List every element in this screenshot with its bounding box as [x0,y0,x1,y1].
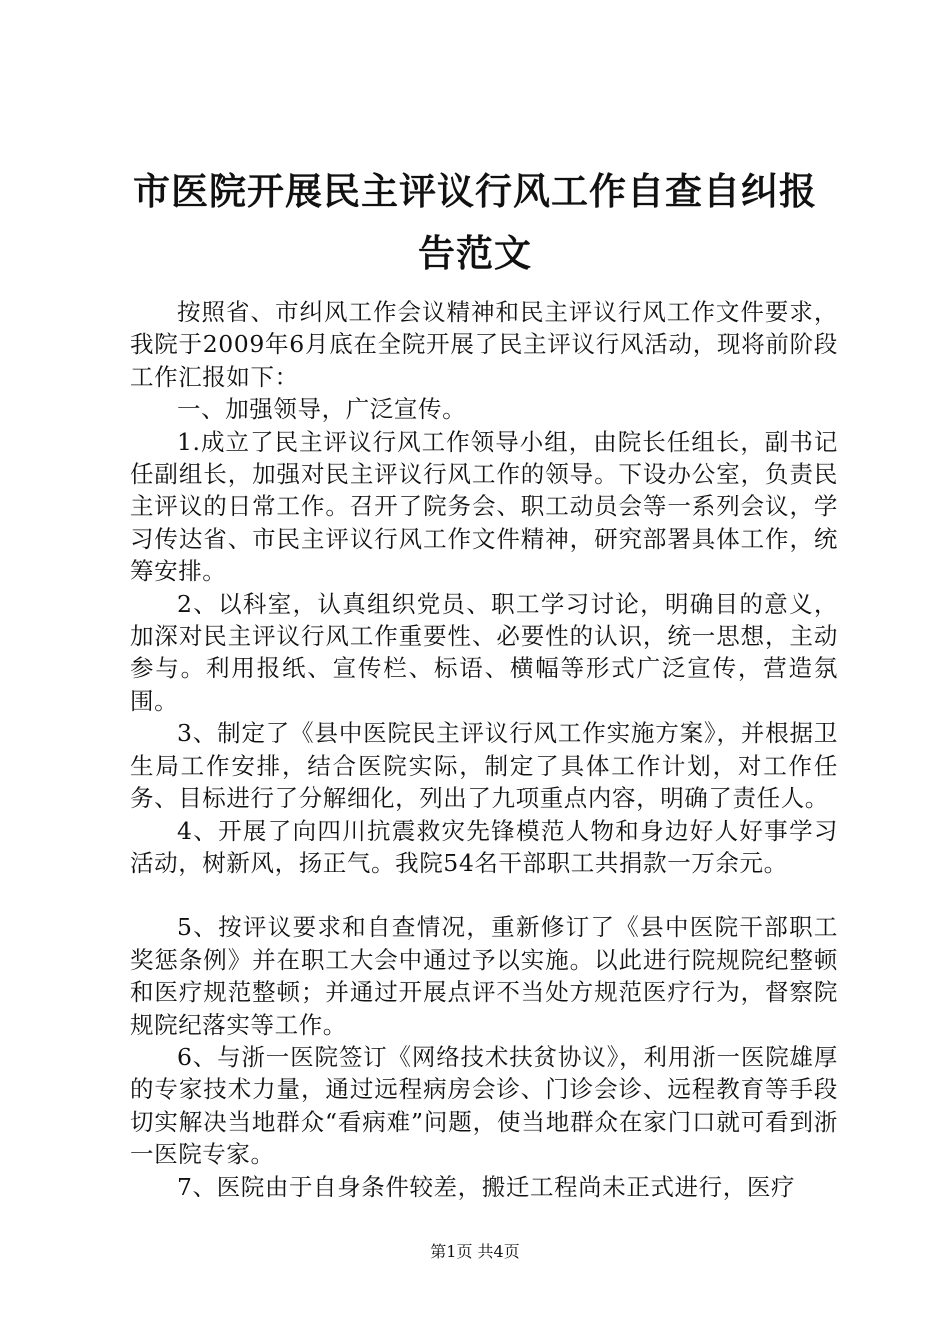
paragraph-intro: 按照省、市纠风工作会议精神和民主评议行风工作文件要求，我院于2009年6月底在全院开展了民主评议行风活动，现将前阶段工作汇报如下： [130,298,838,391]
paragraph-item-4: 4、开展了向四川抗震救灾先锋模范人物和身边好人好事学习活动，树新风，扬正气。我院54名干部职工共捐款一万余元。 [130,816,838,877]
document-title: 市医院开展民主评议行风工作自查自纠报告范文 [133,169,817,275]
paragraph-item-6: 6、与浙一医院签订《网络技术扶贫协议》，利用浙一医院雄厚的专家技术力量，通过远程病房会诊、门诊会诊、远程教育等手段切实解决当地群众“看病难”问题，使当地群众在家门口就可看到浙一医院专家。 [130,1042,838,1169]
paragraph-section-heading: 一、加强领导，广泛宣传。 [177,395,467,424]
paragraph-item-5: 5、按评议要求和自查情况，重新修订了《县中医院干部职工奖惩条例》并在职工大会中通过予以实施。以此进行院规院纪整顿和医疗规范整顿；并通过开展点评不当处方规范医疗行为，督察院规院纪落实等工作。 [130,913,838,1039]
document-body [130,296,838,1203]
paragraph-item-2: 2、以科室，认真组织党员、职工学习讨论，明确目的意义，加深对民主评议行风工作重要性、必要性的认识，统一思想，主动参与。利用报纸、宣传栏、标语、横幅等形式广泛宣传，营造氛围。 [130,589,838,715]
paragraph-item-7: 7、医院由于自身条件较差，搬迁工程尚未正式进行，医疗 [177,1172,796,1201]
paragraph-item-1: 1.成立了民主评议行风工作领导小组，由院长任组长，副书记任副组长，加强对民主评议行风工作的领导。下设办公室，负责民主评议的日常工作。召开了院务会、职工动员会等一系列会议，学习传达省、市民主评议行风工作文件精神，研究部署具体工作，统筹安排。 [130,427,838,586]
paragraph-item-3: 3、制定了《县中医院民主评议行风工作实施方案》，并根据卫生局工作安排，结合医院实际，制定了具体工作计划，对工作任务、目标进行了分解细化，列出了九项重点内容，明确了责任人。 [130,719,838,813]
page-number-footer: 第1页 共4页 [430,1242,520,1261]
